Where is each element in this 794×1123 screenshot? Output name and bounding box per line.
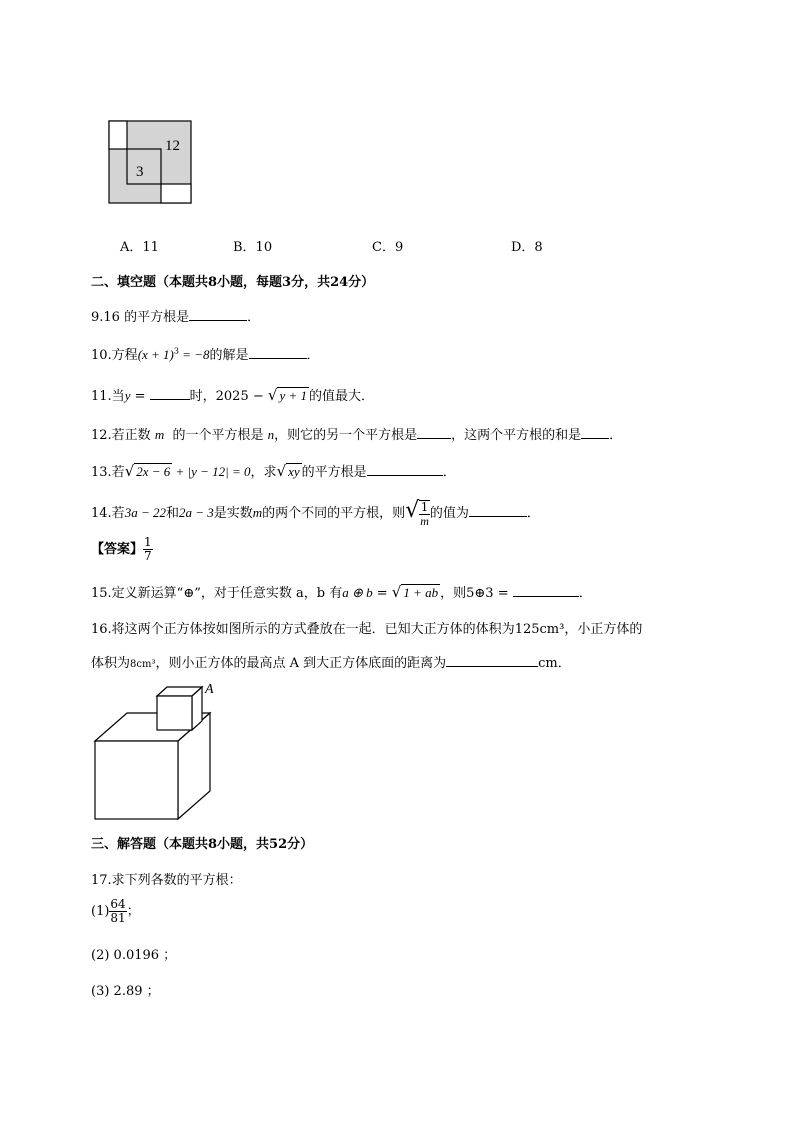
question-15: 15.定义新运算“⊕”，对于任意实数 a，b 有a ⊕ b = √ 1 + ab ，则5⊕3 = ． <box>91 583 592 601</box>
option-a: A．11 <box>120 240 159 255</box>
question-17-part-1: (1) $\frac{64}{81}$ ； <box>91 897 140 925</box>
question-16-line2: 体积为8cm³，则小正方体的最高点 A 到大正方体底面的距离为 cm． <box>91 652 571 671</box>
question-12: 12.若正数 m 的一个平方根是 n，则它的另一个平方根是 ，这两个平方根的和是 ． <box>91 427 623 443</box>
question-9: 9.16 的平方根是 ． <box>91 306 260 325</box>
option-c: C．9 <box>372 240 404 255</box>
vertex-a-label: A <box>205 682 214 697</box>
cubes-figure <box>90 678 225 824</box>
option-d: D．8 <box>511 240 543 255</box>
section-3-title: 三、解答题（本题共8小题，共52分） <box>91 837 314 852</box>
question-17-part-2: (2) 0.0196 ； <box>91 948 177 963</box>
section-2-title: 二、填空题（本题共8小题，每题3分，共24分） <box>91 275 375 290</box>
label-small-square: 3 <box>136 164 144 180</box>
question-10: 10.方程$(x + 1)^3 = -8$的解是 ． <box>91 346 320 363</box>
question-17: 17.求下列各数的平方根： <box>91 873 242 888</box>
question-16-line1: 16.将这两个正方体按如图所示的方式叠放在一起．已知大正方体的体积为125cm³，小正方体的 <box>91 622 643 637</box>
squares-figure <box>106 118 196 208</box>
answer-line: 【答案】 $\frac{1}{7}$ <box>91 535 152 563</box>
question-13: 13.若√ 2x − 6 + |y − 12| = 0，求√ xy 的平方根是 ． <box>91 462 456 480</box>
question-17-part-3: (3) 2.89 ； <box>91 984 160 999</box>
label-big-square: 12 <box>165 138 180 154</box>
question-14: 14.若3a − 22和2a − 3是实数m的两个不同的平方根，则√ $\frac{1}{m}$ 的值为 ． <box>91 498 540 528</box>
question-11: 11.当y = 时，2025 − √ y + 1 的值最大． <box>91 386 375 404</box>
option-b: B．10 <box>233 240 273 255</box>
